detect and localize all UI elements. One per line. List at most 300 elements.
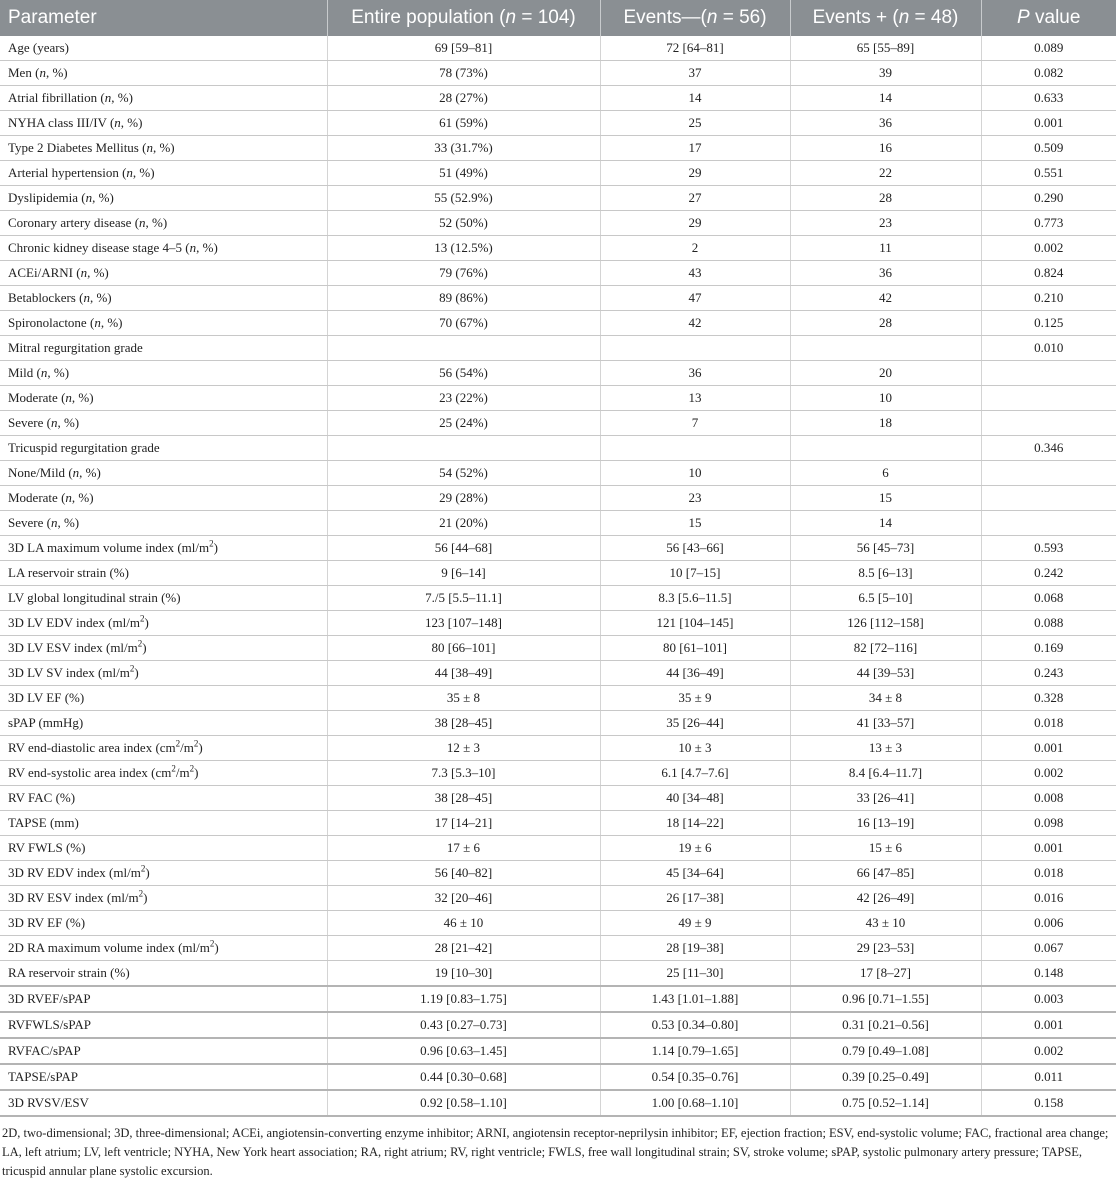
row-label: RA reservoir strain (%) [8, 965, 130, 980]
row-label: 2D RA maximum volume index (ml/m [8, 940, 210, 955]
row-label-cell [0, 786, 327, 811]
table-cell: 121 [104–145] [600, 611, 790, 636]
table-cell: 10 [790, 386, 981, 411]
table-cell: 28 [19–38] [600, 936, 790, 961]
table-row [0, 511, 1116, 536]
row-label-cell [0, 436, 327, 461]
row-label-cell [0, 261, 327, 286]
table-row [0, 436, 1116, 461]
column-header-events-plus [790, 0, 981, 36]
row-label-sup: 2 [193, 738, 199, 749]
row-label: 3D RV EDV index (ml/m [8, 865, 141, 880]
n-close: , %) [45, 65, 68, 80]
table-cell: 0.509 [981, 136, 1116, 161]
table-cell: 2 [600, 236, 790, 261]
row-label: Chronic kidney disease stage 4–5 [8, 240, 183, 255]
table-row [0, 1064, 1116, 1090]
row-label: Arterial hypertension [8, 165, 119, 180]
n-italic: n [104, 90, 112, 105]
table-cell: 0.169 [981, 636, 1116, 661]
table-cell: 0.067 [981, 936, 1116, 961]
row-label: Moderate [8, 390, 58, 405]
row-label-cell [0, 336, 327, 361]
row-label-cell [0, 86, 327, 111]
row-label: NYHA class III/IV [8, 115, 107, 130]
table-cell [981, 361, 1116, 386]
table-cell: 13 ± 3 [790, 736, 981, 761]
row-label-sup: 2 [171, 763, 176, 774]
table-cell: 56 (54%) [327, 361, 600, 386]
table-cell: 41 [33–57] [790, 711, 981, 736]
row-label-suffix: /m [175, 765, 190, 780]
table-cell: 78 (73%) [327, 61, 600, 86]
table-cell: 0.551 [981, 161, 1116, 186]
table-cell: 0.016 [981, 886, 1116, 911]
n-open: ( [78, 190, 86, 205]
row-label-suffix: ) [142, 640, 147, 655]
table-cell: 0.010 [981, 336, 1116, 361]
n-italic: n [39, 65, 46, 80]
n-open: ( [97, 90, 105, 105]
table-cell: 16 [13–19] [790, 811, 981, 836]
row-label-cell [0, 586, 327, 611]
row-label-cell [0, 661, 327, 686]
table-cell: 17 [600, 136, 790, 161]
row-label-cell [0, 311, 327, 336]
row-label: RV end-diastolic area index (cm [8, 740, 176, 755]
n-open: ( [43, 515, 51, 530]
table-cell: 14 [790, 511, 981, 536]
table-cell: 20 [790, 361, 981, 386]
table-cell [790, 436, 981, 461]
table-cell: 61 (59%) [327, 111, 600, 136]
table-cell: 0.242 [981, 561, 1116, 586]
row-label: Betablockers [8, 290, 76, 305]
table-row [0, 886, 1116, 911]
table-row [0, 936, 1116, 961]
table-row [0, 786, 1116, 811]
table-cell: 19 [10–30] [327, 961, 600, 987]
row-label-cell [0, 936, 327, 961]
table-cell: 70 (67%) [327, 311, 600, 336]
table-row [0, 761, 1116, 786]
n-close: , %) [196, 240, 218, 255]
row-label: 3D RVSV/ESV [8, 1095, 89, 1110]
table-row [0, 61, 1116, 86]
row-label-cell [0, 711, 327, 736]
table-cell: 43 [600, 261, 790, 286]
table-row [0, 36, 1116, 61]
table-cell: 44 [39–53] [790, 661, 981, 686]
header-text: Parameter [8, 7, 97, 28]
row-label: Spironolactone [8, 315, 87, 330]
table-cell: 0.018 [981, 711, 1116, 736]
table-cell: 29 (28%) [327, 486, 600, 511]
table-cell: 18 [790, 411, 981, 436]
row-label-cell [0, 236, 327, 261]
row-label: 3D RVEF/sPAP [8, 991, 91, 1006]
table-cell: 46 ± 10 [327, 911, 600, 936]
table-cell: 0.018 [981, 861, 1116, 886]
header-ital: n [898, 7, 910, 28]
table-cell: 79 (76%) [327, 261, 600, 286]
row-label-suffix: ) [143, 890, 148, 905]
table-cell: 42 [26–49] [790, 886, 981, 911]
table-cell: 35 ± 8 [327, 686, 600, 711]
table-cell: 38 [28–45] [327, 786, 600, 811]
n-italic: n [65, 390, 72, 405]
row-label-cell [0, 461, 327, 486]
table-cell: 22 [790, 161, 981, 186]
n-close: , %) [111, 90, 133, 105]
table-row [0, 861, 1116, 886]
row-label: Severe [8, 515, 44, 530]
table-row [0, 736, 1116, 761]
row-label-cell [0, 911, 327, 936]
row-label-cell [0, 361, 327, 386]
table-row [0, 286, 1116, 311]
table-cell: 0.003 [981, 986, 1116, 1012]
table-cell: 8.4 [6.4–11.7] [790, 761, 981, 786]
table-cell: 0.53 [0.34–0.80] [600, 1012, 790, 1038]
row-label: 3D LV SV index (ml/m [8, 665, 130, 680]
row-label-suffix: /m [180, 740, 194, 755]
table-cell: 65 [55–89] [790, 36, 981, 61]
row-label: RV end-systolic area index (cm [8, 765, 172, 780]
table-cell: 54 (52%) [327, 461, 600, 486]
table-cell: 0.001 [981, 836, 1116, 861]
table-cell: 13 (12.5%) [327, 236, 600, 261]
n-close: , %) [100, 315, 123, 330]
table-cell: 17 [8–27] [790, 961, 981, 987]
row-label-cell [0, 111, 327, 136]
row-label: Coronary artery disease [8, 215, 132, 230]
table-cell: 15 ± 6 [790, 836, 981, 861]
row-label-cell [0, 1064, 327, 1090]
row-label-sup: 2 [209, 538, 214, 549]
row-label-suffix: ) [214, 940, 219, 955]
table-row [0, 211, 1116, 236]
table-cell: 33 (31.7%) [327, 136, 600, 161]
row-label-cell [0, 486, 327, 511]
table-row [0, 86, 1116, 111]
n-italic: n [85, 190, 93, 205]
table-row [0, 336, 1116, 361]
row-label: Age (years) [8, 40, 69, 55]
n-italic: n [189, 240, 197, 255]
table-cell: 69 [59–81] [327, 36, 600, 61]
header-pre: Events—( [623, 7, 707, 28]
table-cell: 8.5 [6–13] [790, 561, 981, 586]
table-cell: 35 ± 9 [600, 686, 790, 711]
row-label: Mild [8, 365, 34, 380]
row-label-suffix: ) [144, 615, 149, 630]
n-open: ( [31, 65, 40, 80]
header-pre: Entire population ( [351, 7, 506, 28]
header-post: value [1029, 7, 1081, 28]
table-row [0, 811, 1116, 836]
n-italic: n [72, 465, 80, 480]
table-row [0, 611, 1116, 636]
row-label-sup: 2 [189, 763, 195, 774]
table-row [0, 1090, 1116, 1116]
table-cell: 0.006 [981, 911, 1116, 936]
table-cell: 8.3 [5.6–11.5] [600, 586, 790, 611]
table-row [0, 586, 1116, 611]
table-cell: 0.008 [981, 786, 1116, 811]
row-label: None/Mild [8, 465, 66, 480]
header-ital: n [505, 7, 517, 28]
row-label-cell [0, 836, 327, 861]
table-cell: 0.633 [981, 86, 1116, 111]
table-cell [600, 336, 790, 361]
table-cell: 0.098 [981, 811, 1116, 836]
table-cell: 0.75 [0.52–1.14] [790, 1090, 981, 1116]
table-cell: 0.773 [981, 211, 1116, 236]
table-cell: 1.00 [0.68–1.10] [600, 1090, 790, 1116]
table-cell: 0.210 [981, 286, 1116, 311]
n-open: ( [86, 315, 95, 330]
row-label: Type 2 Diabetes Mellitus [8, 140, 139, 155]
row-label: Mitral regurgitation grade [8, 340, 143, 355]
row-label-cell [0, 286, 327, 311]
table-cell: 6.5 [5–10] [790, 586, 981, 611]
table-cell: 6 [790, 461, 981, 486]
table-cell [327, 336, 600, 361]
table-cell: 0.290 [981, 186, 1116, 211]
table-cell: 0.92 [0.58–1.10] [327, 1090, 600, 1116]
table-row [0, 186, 1116, 211]
n-italic: n [146, 140, 153, 155]
table-cell: 80 [66–101] [327, 636, 600, 661]
column-header-events-minus [600, 0, 790, 36]
row-label: sPAP (mmHg) [8, 715, 84, 730]
table-row [0, 536, 1116, 561]
table-cell: 42 [790, 286, 981, 311]
table-cell [600, 436, 790, 461]
table-cell: 10 ± 3 [600, 736, 790, 761]
table-cell: 7.3 [5.3–10] [327, 761, 600, 786]
table-cell: 7./5 [5.5–11.1] [327, 586, 600, 611]
table-cell: 6.1 [4.7–7.6] [600, 761, 790, 786]
table-row [0, 686, 1116, 711]
n-close: , %) [71, 390, 94, 405]
table-cell: 18 [14–22] [600, 811, 790, 836]
row-label-cell [0, 961, 327, 987]
n-italic: n [126, 165, 133, 180]
table-row [0, 386, 1116, 411]
table-cell [981, 511, 1116, 536]
table-cell: 56 [45–73] [790, 536, 981, 561]
row-label: LV global longitudinal strain (%) [8, 590, 181, 605]
row-label-suffix: ) [198, 740, 203, 755]
row-label-cell [0, 686, 327, 711]
n-close: , %) [87, 265, 109, 280]
row-label-sup: 2 [175, 738, 181, 749]
table-cell: 0.089 [981, 36, 1116, 61]
row-label-suffix: ) [194, 765, 199, 780]
table-cell: 28 [790, 186, 981, 211]
table-cell: 33 [26–41] [790, 786, 981, 811]
table-cell: 23 [790, 211, 981, 236]
table-row [0, 361, 1116, 386]
table-cell: 28 (27%) [327, 86, 600, 111]
table-cell: 12 ± 3 [327, 736, 600, 761]
table-cell: 10 [7–15] [600, 561, 790, 586]
row-label: Men [8, 65, 32, 80]
n-italic: n [80, 265, 88, 280]
row-label: 3D LV EDV index (ml/m [8, 615, 140, 630]
table-cell: 28 [790, 311, 981, 336]
table-cell: 1.43 [1.01–1.88] [600, 986, 790, 1012]
table-cell: 32 [20–46] [327, 886, 600, 911]
row-label: 3D LV EF (%) [8, 690, 85, 705]
row-label: 3D RV EF (%) [8, 915, 86, 930]
table-row [0, 961, 1116, 987]
table-cell: 0.54 [0.35–0.76] [600, 1064, 790, 1090]
n-close: , %) [79, 465, 101, 480]
table-row [0, 836, 1116, 861]
table-cell: 17 ± 6 [327, 836, 600, 861]
table-row [0, 161, 1116, 186]
table-row [0, 711, 1116, 736]
row-label-cell [0, 161, 327, 186]
table-cell: 51 (49%) [327, 161, 600, 186]
table-row [0, 411, 1116, 436]
row-label-sup: 2 [140, 863, 146, 874]
row-label-cell [0, 561, 327, 586]
row-label: Tricuspid regurgitation grade [8, 440, 160, 455]
table-row [0, 1038, 1116, 1064]
table-cell: 0.79 [0.49–1.08] [790, 1038, 981, 1064]
table-cell: 36 [600, 361, 790, 386]
table-cell: 35 [26–44] [600, 711, 790, 736]
table-cell: 0.824 [981, 261, 1116, 286]
table-footnote: 2D, two-dimensional; 3D, three-dimensional; ACEi, angiotensin-converting enzyme inhibitor; ARNI, angiotensin receptor-neprilysin inhibitor; EF, ejection fraction; ESV, end-systolic volume; FAC, fractional area change; LA, left atrium; LV, left ventricle; NYHA, New York heart association; RA, right atrium; RV, right ventricle; FWLS, free wall longitudinal strain; SV, stroke volume; sPAP, systolic pulmonary artery pressure; TAPSE, tricuspid annular plane systolic excursion. [2, 1126, 1109, 1178]
n-close: , %) [57, 415, 80, 430]
row-label-cell [0, 136, 327, 161]
table-row [0, 636, 1116, 661]
row-label: RVFWLS/sPAP [8, 1017, 92, 1032]
table-cell: 13 [600, 386, 790, 411]
table-cell: 38 [28–45] [327, 711, 600, 736]
n-close: , %) [120, 115, 143, 130]
table-cell: 15 [600, 511, 790, 536]
table-cell: 29 [23–53] [790, 936, 981, 961]
table-cell: 89 (86%) [327, 286, 600, 311]
n-open: ( [65, 465, 73, 480]
table-cell: 36 [790, 261, 981, 286]
header-row [0, 0, 1116, 36]
row-label-sup: 2 [138, 888, 144, 899]
n-close: , %) [47, 365, 70, 380]
table-cell: 123 [107–148] [327, 611, 600, 636]
table-cell: 15 [790, 486, 981, 511]
table-cell [981, 486, 1116, 511]
table-row [0, 986, 1116, 1012]
row-label-cell [0, 736, 327, 761]
table-row [0, 111, 1116, 136]
n-italic: n [83, 290, 90, 305]
row-label-sup: 2 [129, 663, 135, 674]
row-label: 3D LV ESV index (ml/m [8, 640, 138, 655]
row-label-cell [0, 811, 327, 836]
table-cell: 0.082 [981, 61, 1116, 86]
table-row [0, 236, 1116, 261]
row-label-cell [0, 386, 327, 411]
row-label: RV FAC (%) [8, 790, 76, 805]
table-cell: 0.002 [981, 236, 1116, 261]
row-label-sup: 2 [139, 613, 145, 624]
row-label-sup: 2 [209, 938, 215, 949]
table-cell [790, 336, 981, 361]
table-row [0, 311, 1116, 336]
row-label-suffix: ) [213, 540, 218, 555]
table-cell: 0.001 [981, 736, 1116, 761]
table-cell: 36 [790, 111, 981, 136]
row-label: TAPSE (mm) [8, 815, 79, 830]
table-cell: 1.19 [0.83–1.75] [327, 986, 600, 1012]
column-header-entire-population [327, 0, 600, 36]
table-cell: 40 [34–48] [600, 786, 790, 811]
table-cell: 56 [43–66] [600, 536, 790, 561]
table-cell: 0.328 [981, 686, 1116, 711]
n-close: , %) [132, 165, 155, 180]
n-close: , %) [92, 190, 114, 205]
table-cell: 0.593 [981, 536, 1116, 561]
table-cell: 44 [36–49] [600, 661, 790, 686]
table-cell: 25 (24%) [327, 411, 600, 436]
row-label-cell [0, 536, 327, 561]
column-header-p-value [981, 0, 1116, 36]
n-close: , %) [89, 290, 112, 305]
row-label-sup: 2 [137, 638, 143, 649]
header-post: = 56) [717, 7, 767, 28]
n-italic: n [65, 490, 72, 505]
n-close: , %) [71, 490, 94, 505]
table-cell: 56 [40–82] [327, 861, 600, 886]
table-cell [981, 461, 1116, 486]
n-open: ( [182, 240, 190, 255]
table-cell: 47 [600, 286, 790, 311]
n-italic: n [50, 415, 58, 430]
row-label-cell [0, 1090, 327, 1116]
table-cell: 17 [14–21] [327, 811, 600, 836]
n-open: ( [57, 390, 66, 405]
table-cell: 0.002 [981, 761, 1116, 786]
table-cell: 66 [47–85] [790, 861, 981, 886]
row-label: 3D RV ESV index (ml/m [8, 890, 139, 905]
row-label: Dyslipidemia [8, 190, 79, 205]
table-cell: 0.001 [981, 1012, 1116, 1038]
n-italic: n [94, 315, 101, 330]
n-italic: n [114, 115, 121, 130]
table-cell: 0.002 [981, 1038, 1116, 1064]
n-italic: n [50, 515, 58, 530]
table-cell: 29 [600, 211, 790, 236]
row-label-suffix: ) [145, 865, 150, 880]
row-label-cell [0, 986, 327, 1012]
table-cell: 25 [11–30] [600, 961, 790, 987]
n-open: ( [138, 140, 147, 155]
n-open: ( [33, 365, 41, 380]
table-cell: 0.39 [0.25–0.49] [790, 1064, 981, 1090]
table-cell: 0.43 [0.27–0.73] [327, 1012, 600, 1038]
table-cell: 45 [34–64] [600, 861, 790, 886]
row-label: 3D LA maximum volume index (ml/m [8, 540, 210, 555]
n-open: ( [118, 165, 127, 180]
n-italic: n [40, 365, 48, 380]
